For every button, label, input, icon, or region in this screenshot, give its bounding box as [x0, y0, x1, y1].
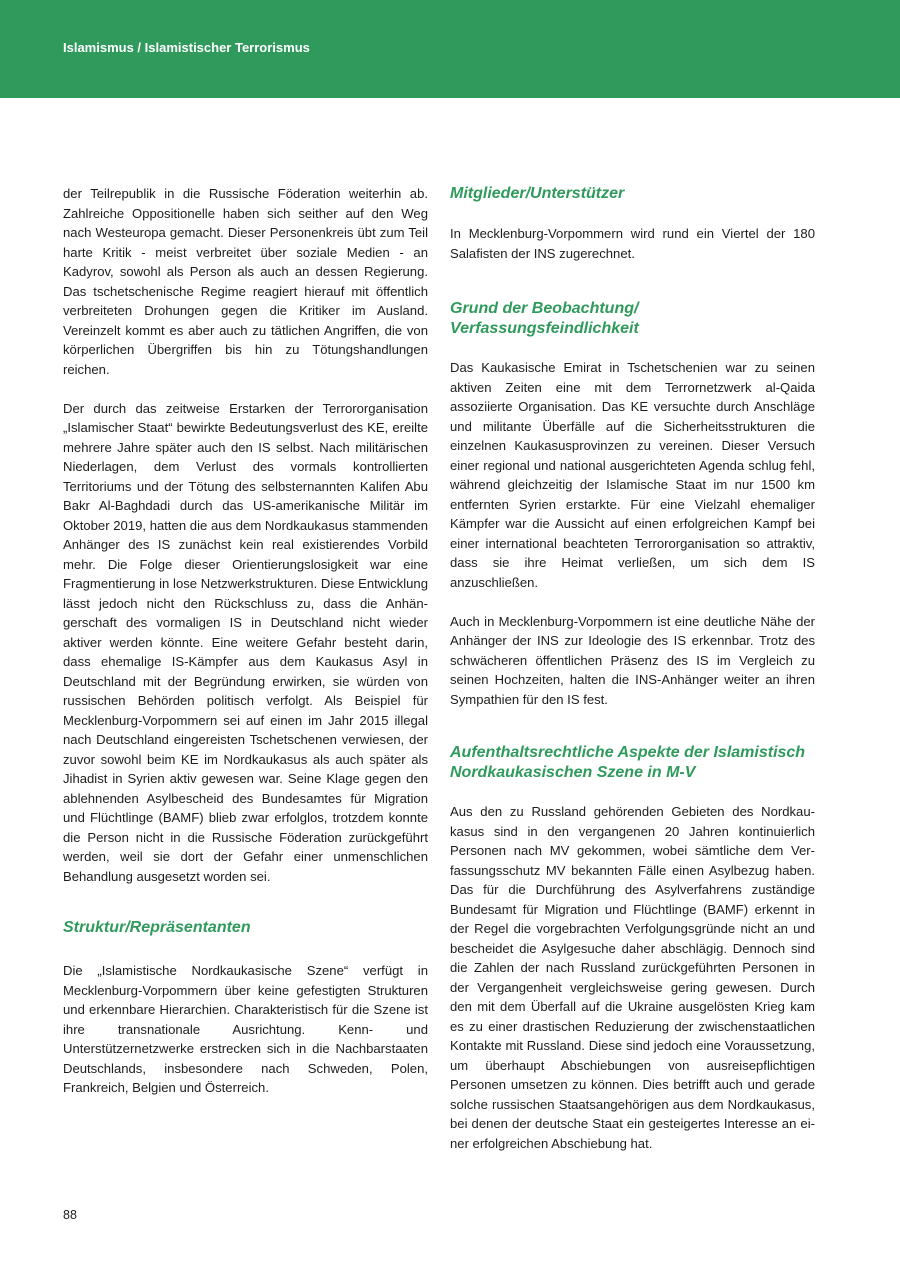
- paragraph-aufenthaltsrecht: Aus den zu Russland gehörenden Gebieten des Nordkaukasus sind in den vergangenen 20 Jahren kontinuierlich Personen nach MV gekommen, wobei sämtliche dem Verfassungsschutz MV bekannten Fälle einen Asylbezug haben. Das für die Durchführung des Asylverfahrens zuständige Bundesamt für Migration und Flüchtlinge (BAMF) erkennt in der Regel die vorgebrachten Verfolgungsgründe nicht an und bescheidet die Asylgesuche daher abschlägig. Dennoch sind die Zahlen der nach Russland zurückgeführten Personen in der Vergangenheit vergleichsweise gering gewesen. Durch den mit dem Überfall auf die Ukraine ausgelösten Krieg kam es zu einer drastischen Reduzierung der zwischenstaatlichen Kontakte mit Russland. Diese sind jedoch eine Voraussetzung, um überhaupt Abschiebungen von ausreisepflichtigen Personen umsetzen zu können. Dies betrifft auch und gerade solche russischen Staatsangehörigen aus dem Nordkaukasus, bei denen der deutsche Staat ein gesteigertes Interesse an einer erfolgreichen Abschiebung hat.: [450, 804, 815, 1151]
- paragraph-ins-naehe-is: Auch in Mecklenburg-Vorpommern ist eine deutliche Nähe der Anhänger der INS zur Ideologie des IS erkennbar. Trotz des schwächeren öffentlichen Präsenz des IS im Vergleich zu seinen Hochzeiten, halten die INS-Anhänger weiter an ihren Sympathien für den IS fest.: [450, 613, 815, 707]
- heading-grund-beobachtung: Grund der Beobachtung/ Verfassungsfeindlichkeit: [450, 300, 639, 337]
- paragraph-mitglieder: In Mecklenburg-Vorpommern wird rund ein Viertel der 180 Salafisten der INS zugerechnet.: [450, 226, 815, 261]
- heading-mitglieder: Mitglieder/Unterstützer: [450, 185, 625, 202]
- paragraph-is-decline: Der durch das zeitweise Erstarken der Terrororganisation „Islamischer Staat“ bewirkte Bedeutungsverlust des KE, ereilte mehrere Jahre später auch den IS selbst. Nach militärischen Niederlagen, dem Verlust des vormals kontrollierten Territoriums und der Tötung des selbsternannten Kalifen Abu Bakr Al-Baghdadi durch das US-amerikanische Militär im Oktober 2019, hatten die aus dem Nordkaukasus stammenden Anhänger des IS zunächst kein real existierendes Vorbild mehr. Die Folge dieser Orientierungslosigkeit war eine Fragmentierung in lose Netzwerkstrukturen. Diese Entwicklung lässt jedoch nicht den Rückschluss zu, dass die Anhängerschaft des vormaligen IS in Deutschland nicht wieder aktiver werden könnte. Eine weitere Gefahr besteht darin, dass ehemalige IS-Kämpfer aus dem Kaukasus Asyl in Deutschland mit der Begründung erwirken, sie würden von russischen Behörden politisch verfolgt. Als Beispiel für Mecklenburg-Vorpommern sei auf einen im Jahr 2015 illegal nach Deutschland eingereisten Tschetschenen verwiesen, der zuvor sowohl beim KE im Nordkaukasus als auch später als Jihadist in Syrien aktiv gewesen war. Seine Klage gegen den ablehnenden Asylbescheid des Bundesamtes für Migration und Flüchtlinge (BAMF) blieb zwar erfolglos, trotzdem konnte die Person nicht in die Russische Föderation zurückgeführt werden, weil sie dort der Gefahr einer unmenschlichen Behandlung ausgesetzt worden sei.: [63, 400, 428, 884]
- paragraph-kadyrov-critics: der Teilrepublik in die Russische Föderation weiterhin ab. Zahlreiche Oppositionelle haben sich seither auf den Weg nach Westeuropa gemacht. Dieser Personenkreis übt zum Teil harte Kritik - meist verbreitet über soziale Medien - an Kadyrov, sowohl als Person als auch an dessen Regierung. Das tschetschenische Regime reagiert hierauf mit öffentlich verbreiteten Drohungen gegen die Kritiker im Ausland. Vereinzelt kommt es aber auch zu tätlichen Angriffen, die von körperlichen Übergriffen bis hin zu Tötungshandlungen reichen.: [63, 186, 428, 377]
- section-title: Islamismus / Islamistischer Terrorismus: [63, 40, 310, 55]
- header-bar: [0, 0, 900, 98]
- right-column: [450, 184, 815, 1153]
- heading-aufenthaltsrecht: Aufenthaltsrechtliche Aspekte der Islamistisch Nordkaukasischen Szene in M-V: [450, 744, 806, 781]
- paragraph-kaukasisches-emirat: Das Kaukasische Emirat in Tschetschenien war zu seinen aktiven Zeiten eine mit dem Terrornetzwerk al-Qaida assoziierte Organisation. Das KE versuchte durch Anschläge und militante Überfälle auf die Sicherheitsstrukturen die einzelnen Kaukasusprovinzen zu vereinen. Dieser Versuch einer regional und national ausgerichteten Agenda schlug fehl, während gleichzeitig der Islamische Staat im nur 1500 km entfernten Syrien erstarkte. Für eine Vielzahl ehemaliger Kämpfer war die Aussicht auf einen erfolgreichen Kampf bei einer international beachteten Terrororganisation so attraktiv, dass sie ihre Heimat verließen, um sich dem IS anzuschließen.: [450, 360, 815, 590]
- left-column: [63, 184, 428, 1098]
- paragraph-struktur: Die „Islamistische Nordkaukasische Szene“ verfügt in Mecklenburg-Vorpommern über keine gefestigten Strukturen und erkennbare Hierarchien. Charakteristisch für die Szene ist ihre transnationale Ausrichtung. Kenn- und Unterstützernetzwerke erstrecken sich in die Nachbarstaaten Deutschlands, insbesondere nach Schweden, Polen, Frankreich, Belgien und Österreich.: [63, 963, 428, 1095]
- page-number: 88: [63, 1208, 77, 1222]
- heading-struktur: Struktur/Repräsentanten: [63, 919, 251, 936]
